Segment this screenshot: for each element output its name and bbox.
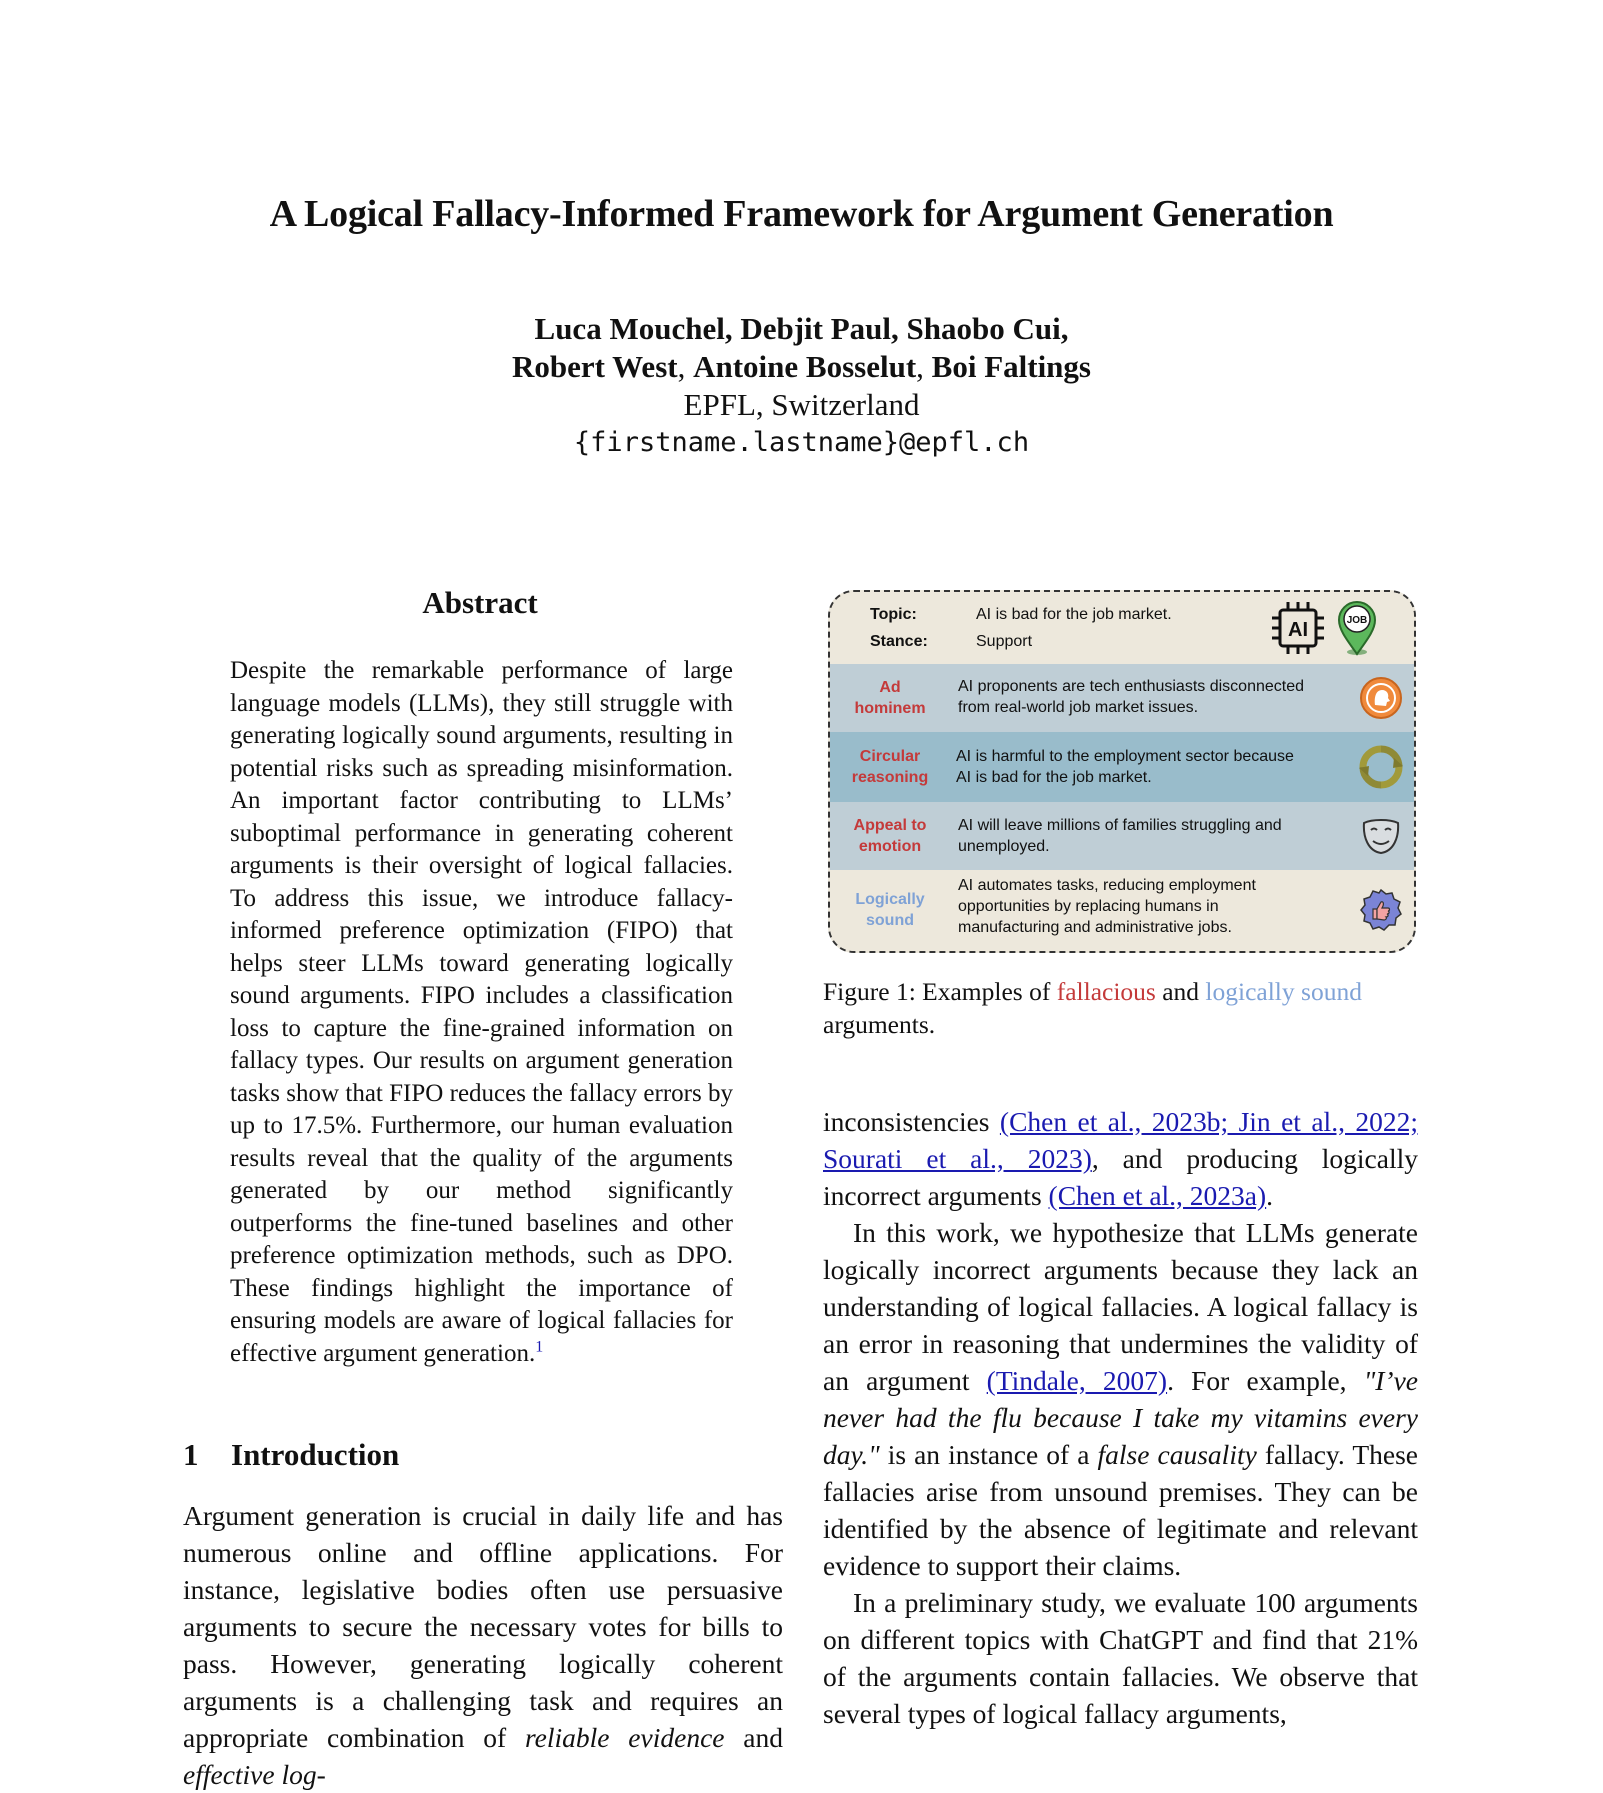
- intro-emphasis: reliable evidence: [525, 1722, 725, 1753]
- topic-value: AI is bad for the job market.: [976, 606, 1172, 623]
- section-heading-introduction: [183, 1437, 399, 1473]
- fallacy-row-appeal-to-emotion: [830, 802, 1414, 870]
- paper-title: A Logical Fallacy-Informed Framework for Argument Generation: [269, 193, 1334, 235]
- body-text: In this work, we hypothesize that LLMs generate logically incorrect arguments because they lack an understanding of logical fallacies. A logical fallacy is an error in reasoning that undermines the validity of an argument: [823, 1217, 1418, 1396]
- argument-line: AI proponents are tech enthusiasts disconnected: [958, 678, 1304, 695]
- intro-text: Argument generation is crucial in daily life and has numerous online and offline applications. For instance, legislative bodies often use persuasive arguments to secure the necessary votes for bills to pass. However, generating logically coherent arguments is a challenging task and requires an appropriate combination of: [183, 1500, 783, 1753]
- intro-emphasis: effective log-: [183, 1759, 326, 1790]
- caption-text: Figure 1: Examples of: [823, 977, 1057, 1006]
- body-text: . For example,: [1167, 1365, 1364, 1396]
- body-text: fallacy. These fallacies arise from unsound premises. They can be identified by the absence of legitimate and relevant evidence to support their claims.: [823, 1439, 1418, 1581]
- argument-line: manufacturing and administrative jobs.: [958, 919, 1232, 936]
- sound-row-logically-sound: [830, 870, 1414, 951]
- argument-line: AI will leave millions of families struggling and: [958, 817, 1282, 834]
- category-label: [830, 677, 950, 719]
- section-title: Introduction: [231, 1437, 400, 1472]
- right-column-text: [823, 1103, 1418, 1732]
- section-number: 1: [183, 1437, 199, 1472]
- head-target-icon: [1358, 675, 1404, 721]
- job-pin-label: JOB: [1346, 615, 1368, 626]
- figure-1: [828, 590, 1416, 953]
- abstract-body-text: Despite the remarkable performance of large language models (LLMs), they still struggle with generating logically sound arguments, resulting in potential risks such as spreading misinformation. An important factor contributing to LLMs’ suboptimal performance in generating coherent arguments is their oversight of logical fallacies. To address this issue, we introduce fallacy-informed preference optimization (FIPO) that helps steer LLMs toward generating logically sound arguments. FIPO includes a classification loss to capture the fine-grained information on fallacy types. Our results on argument generation tasks show that FIPO reduces the fallacy errors by up to 17.5%. Furthermore, our human evaluation results reveal that the quality of the arguments generated by our method significantly outperforms the fine-tuned baselines and other preference optimization methods, such as DPO. These findings highlight the importance of ensuring models are aware of logical fallacies for effective argument generation.: [230, 657, 733, 1367]
- topic-label: Topic:: [870, 606, 917, 623]
- citation-link[interactable]: (Chen et al., 2023b; Jin et al., 2022; Sourati et al., 2023): [823, 1106, 1418, 1174]
- caption-logically-sound: logically sound: [1205, 977, 1362, 1006]
- thumbs-up-badge-icon: [1358, 887, 1404, 933]
- author-line-2: [0, 348, 1603, 386]
- circular-arrows-icon: [1358, 744, 1404, 790]
- argument-line: opportunities by replacing humans in: [958, 898, 1219, 915]
- category-line: emotion: [858, 838, 922, 855]
- fallacy-row-ad-hominem: [830, 664, 1414, 732]
- stance-value: Support: [976, 633, 1033, 650]
- author-separator: ,: [677, 349, 694, 384]
- category-label: [830, 889, 950, 931]
- paragraph: [823, 1214, 1418, 1584]
- author-name: Antoine Bosselut: [693, 349, 917, 384]
- category-line: reasoning: [851, 769, 929, 786]
- category-label: [830, 746, 950, 788]
- author-line-1: Luca Mouchel, Debjit Paul, Shaobo Cui,: [534, 311, 1069, 346]
- fallacy-row-circular-reasoning: [830, 732, 1414, 802]
- caption-text: and: [1155, 977, 1206, 1006]
- example-quote: "I’ve never had the flu because I take my vitamins every day.": [823, 1365, 1418, 1470]
- author-name: Boi Faltings: [931, 349, 1091, 384]
- argument-line: from real-world job market issues.: [958, 699, 1199, 716]
- citation-link[interactable]: (Chen et al., 2023a): [1048, 1180, 1267, 1211]
- argument-text: [958, 875, 1358, 938]
- paragraph: In a preliminary study, we evaluate 100 arguments on different topics with ChatGPT and find that 21% of the arguments contain fallacies. We observe that several types of logical fallacy arguments,: [823, 1587, 1418, 1729]
- category-line: Logically: [855, 891, 925, 908]
- figure-header: [830, 592, 1414, 664]
- intro-text: and: [724, 1722, 783, 1753]
- category-line: Circular: [859, 748, 921, 765]
- category-line: Appeal to: [853, 817, 927, 834]
- argument-text: [958, 676, 1358, 718]
- ai-chip-label: AI: [1288, 619, 1308, 641]
- email: {firstname.lastname}@epfl.ch: [573, 427, 1030, 458]
- author-name: Robert West: [511, 349, 678, 384]
- category-line: hominem: [854, 700, 926, 717]
- abstract-heading: Abstract: [422, 585, 538, 620]
- footnote-marker[interactable]: 1: [535, 1338, 544, 1356]
- paragraph: [823, 1103, 1418, 1214]
- author-block: [0, 310, 1603, 462]
- argument-line: unemployed.: [958, 838, 1050, 855]
- argument-text: [956, 746, 1356, 788]
- category-label: [830, 815, 950, 857]
- body-text: , and producing logically incorrect arguments: [823, 1143, 1418, 1211]
- caption-fallacious: fallacious: [1056, 977, 1156, 1006]
- body-text: is an instance of a: [879, 1439, 1098, 1470]
- author-separator: ,: [916, 349, 932, 384]
- stance-label: Stance:: [870, 633, 928, 650]
- argument-text: [958, 815, 1358, 857]
- ai-chip-icon: [1270, 600, 1326, 656]
- introduction-text: [183, 1497, 783, 1793]
- argument-line: AI is bad for the job market.: [956, 769, 1152, 786]
- argument-line: AI is harmful to the employment sector because: [956, 748, 1294, 765]
- affiliation: EPFL, Switzerland: [683, 387, 920, 422]
- job-location-pin-icon: [1335, 598, 1379, 658]
- argument-line: AI automates tasks, reducing employment: [958, 877, 1256, 894]
- body-text: .: [1266, 1180, 1274, 1211]
- abstract-text: [230, 655, 733, 1370]
- body-emphasis: false causality: [1097, 1439, 1257, 1470]
- category-line: sound: [866, 912, 914, 929]
- emotion-masks-icon: [1358, 813, 1404, 859]
- caption-text: arguments.: [823, 1010, 936, 1039]
- figure-caption: [823, 975, 1418, 1041]
- citation-link[interactable]: (Tindale, 2007): [986, 1365, 1168, 1396]
- body-text: inconsistencies: [823, 1106, 1000, 1137]
- category-line: Ad: [879, 679, 901, 696]
